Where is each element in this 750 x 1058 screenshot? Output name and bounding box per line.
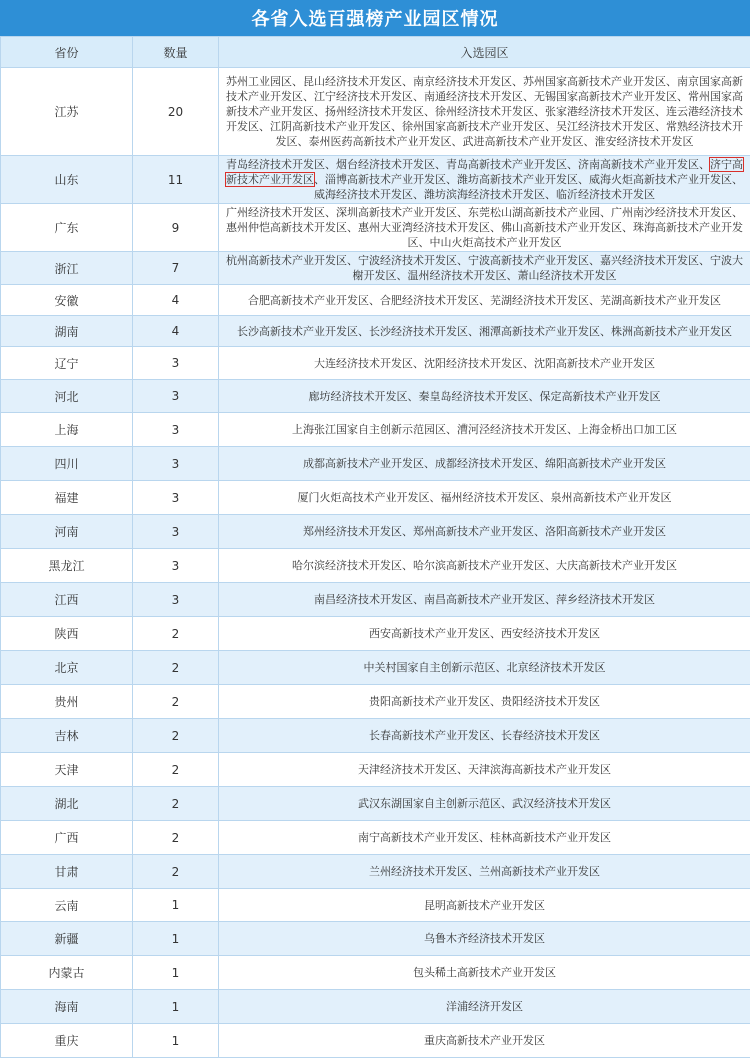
province-cell: 四川	[1, 447, 133, 481]
parks-cell: 大连经济技术开发区、沈阳经济技术开发区、沈阳高新技术产业开发区	[219, 347, 750, 380]
parks-cell: 重庆高新技术产业开发区	[219, 1024, 750, 1058]
table-row	[1, 753, 750, 787]
table-row	[1, 481, 750, 515]
header-row	[1, 37, 750, 68]
parks-text: 青岛经济技术开发区、烟台经济技术开发区、青岛高新技术产业开发区、济南高新技术产业开发区、	[226, 158, 710, 171]
count-cell: 4	[133, 316, 219, 347]
province-cell: 新疆	[1, 922, 133, 956]
province-cell: 陕西	[1, 617, 133, 651]
table-row	[1, 252, 750, 285]
table-row	[1, 515, 750, 549]
table-row	[1, 347, 750, 380]
count-cell: 3	[133, 380, 219, 413]
table-row	[1, 685, 750, 719]
province-cell: 内蒙古	[1, 956, 133, 990]
province-cell: 广西	[1, 821, 133, 855]
count-cell: 7	[133, 252, 219, 285]
province-cell: 浙江	[1, 252, 133, 285]
count-cell: 2	[133, 821, 219, 855]
table-row	[1, 68, 750, 156]
parks-cell: 厦门火炬高技术产业开发区、福州经济技术开发区、泉州高新技术产业开发区	[219, 481, 750, 515]
count-cell: 3	[133, 413, 219, 447]
parks-cell: 乌鲁木齐经济技术开发区	[219, 922, 750, 956]
header-province: 省份	[1, 37, 133, 68]
parks-cell: 武汉东湖国家自主创新示范区、武汉经济技术开发区	[219, 787, 750, 821]
table-title: 各省入选百强榜产业园区情况	[0, 0, 750, 36]
parks-cell: 南昌经济技术开发区、南昌高新技术产业开发区、萍乡经济技术开发区	[219, 583, 750, 617]
province-cell: 贵州	[1, 685, 133, 719]
table-row	[1, 651, 750, 685]
province-cell: 海南	[1, 990, 133, 1024]
parks-cell: 洋浦经济开发区	[219, 990, 750, 1024]
table-row	[1, 583, 750, 617]
province-cell: 江西	[1, 583, 133, 617]
count-cell: 2	[133, 617, 219, 651]
table-row	[1, 549, 750, 583]
province-cell: 重庆	[1, 1024, 133, 1058]
header-count: 数量	[133, 37, 219, 68]
table-row	[1, 787, 750, 821]
parks-cell: 上海张江国家自主创新示范园区、漕河泾经济技术开发区、上海金桥出口加工区	[219, 413, 750, 447]
count-cell: 3	[133, 347, 219, 380]
province-cell: 吉林	[1, 719, 133, 753]
count-cell: 3	[133, 481, 219, 515]
parks-cell: 长沙高新技术产业开发区、长沙经济技术开发区、湘潭高新技术产业开发区、株洲高新技术产业开发区	[219, 316, 750, 347]
parks-cell: 中关村国家自主创新示范区、北京经济技术开发区	[219, 651, 750, 685]
province-cell: 安徽	[1, 285, 133, 316]
table-row	[1, 285, 750, 316]
table-row	[1, 617, 750, 651]
table-row	[1, 922, 750, 956]
province-cell: 黑龙江	[1, 549, 133, 583]
table-row	[1, 380, 750, 413]
table-row	[1, 855, 750, 889]
parks-cell: 西安高新技术产业开发区、西安经济技术开发区	[219, 617, 750, 651]
header-parks: 入选园区	[219, 37, 750, 68]
parks-cell: 昆明高新技术产业开发区	[219, 889, 750, 922]
count-cell: 2	[133, 787, 219, 821]
parks-cell: 廊坊经济技术开发区、秦皇岛经济技术开发区、保定高新技术产业开发区	[219, 380, 750, 413]
count-cell: 1	[133, 956, 219, 990]
table-body	[1, 68, 750, 1058]
table-row	[1, 413, 750, 447]
count-cell: 2	[133, 855, 219, 889]
province-cell: 福建	[1, 481, 133, 515]
parks-cell: 兰州经济技术开发区、兰州高新技术产业开发区	[219, 855, 750, 889]
parks-cell: 贵阳高新技术产业开发区、贵阳经济技术开发区	[219, 685, 750, 719]
count-cell: 3	[133, 583, 219, 617]
table-row	[1, 447, 750, 481]
province-cell: 云南	[1, 889, 133, 922]
parks-cell: 哈尔滨经济技术开发区、哈尔滨高新技术产业开发区、大庆高新技术产业开发区	[219, 549, 750, 583]
table-row	[1, 204, 750, 252]
province-cell: 甘肃	[1, 855, 133, 889]
parks-cell: 包头稀土高新技术产业开发区	[219, 956, 750, 990]
parks-cell: 长春高新技术产业开发区、长春经济技术开发区	[219, 719, 750, 753]
table-row	[1, 821, 750, 855]
parks-cell: 广州经济技术开发区、深圳高新技术产业开发区、东莞松山湖高新技术产业园、广州南沙经济技术开发区、惠州仲恺高新技术开发区、惠州大亚湾经济技术开发区、佛山高新技术产业开发区、珠海高新技术产业开发区、中山火炬高技术产业开发区	[219, 204, 750, 252]
parks-cell: 杭州高新技术产业开发区、宁波经济技术开发区、宁波高新技术产业开发区、嘉兴经济技术开发区、宁波大榭开发区、温州经济技术开发区、萧山经济技术开发区	[219, 252, 750, 285]
province-cell: 广东	[1, 204, 133, 252]
count-cell: 2	[133, 685, 219, 719]
count-cell: 3	[133, 549, 219, 583]
count-cell: 20	[133, 68, 219, 156]
province-cell: 上海	[1, 413, 133, 447]
highlighted-park: 济宁高新技术产业开发区	[226, 158, 743, 186]
parks-cell: 苏州工业园区、昆山经济技术开发区、南京经济技术开发区、苏州国家高新技术产业开发区、南京国家高新技术产业开发区、江宁经济技术开发区、南通经济技术开发区、无锡国家高新技术产业开发区、常州国家高新技术产业开发区、扬州经济技术开发区、徐州经济技术开发区、张家港经济技术开发区、连云港经济技术开发区、江阴高新技术产业开发区、徐州国家高新技术产业开发区、吴江经济技术开发区、常熟经济技术开发区、泰州医药高新技术产业开发区、武进高新技术产业开发区、淮安经济技术开发区	[219, 68, 750, 156]
province-cell: 湖南	[1, 316, 133, 347]
count-cell: 1	[133, 889, 219, 922]
count-cell: 9	[133, 204, 219, 252]
table-row	[1, 956, 750, 990]
table-row	[1, 316, 750, 347]
table-row	[1, 889, 750, 922]
table-row	[1, 1024, 750, 1058]
table-row	[1, 990, 750, 1024]
parks-table	[0, 36, 750, 1058]
parks-cell: 南宁高新技术产业开发区、桂林高新技术产业开发区	[219, 821, 750, 855]
province-cell: 辽宁	[1, 347, 133, 380]
count-cell: 2	[133, 651, 219, 685]
parks-text: 、淄博高新技术产业开发区、潍坊高新技术产业开发区、威海火炬高新技术产业开发区、威海经济技术开发区、潍坊滨海经济技术开发区、临沂经济技术开发区	[314, 173, 743, 201]
province-cell: 江苏	[1, 68, 133, 156]
count-cell: 1	[133, 1024, 219, 1058]
province-cell: 天津	[1, 753, 133, 787]
parks-cell: 郑州经济技术开发区、郑州高新技术产业开发区、洛阳高新技术产业开发区	[219, 515, 750, 549]
province-cell: 河北	[1, 380, 133, 413]
table-row	[1, 156, 750, 204]
count-cell: 3	[133, 515, 219, 549]
province-cell: 山东	[1, 156, 133, 204]
parks-cell: 天津经济技术开发区、天津滨海高新技术产业开发区	[219, 753, 750, 787]
count-cell: 4	[133, 285, 219, 316]
parks-cell: 成都高新技术产业开发区、成都经济技术开发区、绵阳高新技术产业开发区	[219, 447, 750, 481]
province-cell: 北京	[1, 651, 133, 685]
count-cell: 1	[133, 990, 219, 1024]
count-cell: 2	[133, 719, 219, 753]
table-row	[1, 719, 750, 753]
count-cell: 1	[133, 922, 219, 956]
province-cell: 湖北	[1, 787, 133, 821]
parks-cell: 合肥高新技术产业开发区、合肥经济技术开发区、芜湖经济技术开发区、芜湖高新技术产业开发区	[219, 285, 750, 316]
count-cell: 3	[133, 447, 219, 481]
count-cell: 11	[133, 156, 219, 204]
parks-cell	[219, 156, 750, 204]
count-cell: 2	[133, 753, 219, 787]
province-cell: 河南	[1, 515, 133, 549]
